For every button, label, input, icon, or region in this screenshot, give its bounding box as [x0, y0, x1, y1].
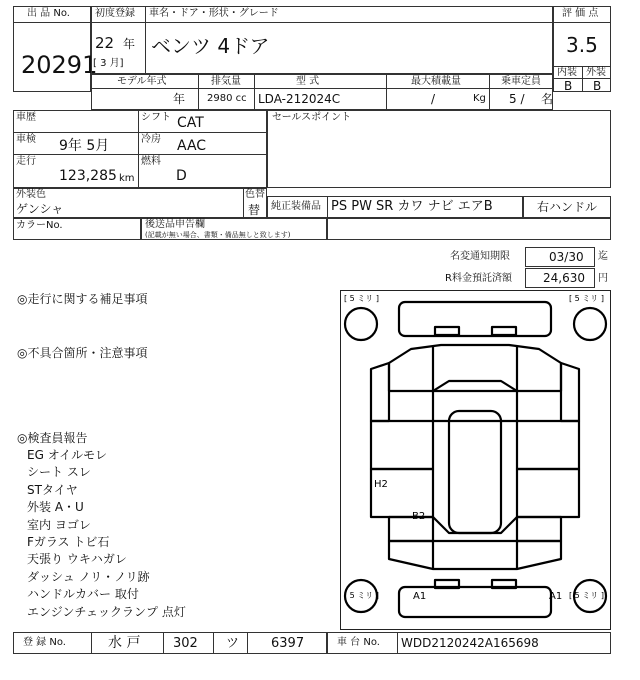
inspector-item: シート スレ	[27, 465, 91, 480]
inspection-value: 9年 5月	[59, 138, 110, 154]
color-change-label: 色替	[245, 189, 265, 200]
inspection-label: 車検	[16, 134, 36, 145]
driving-title: ◎走行に関する補足事項	[17, 292, 148, 306]
mileage-label: 走行	[16, 156, 36, 167]
reg-kana: ツ	[226, 636, 240, 651]
aftermarket-label: 後送品申告欄	[145, 219, 205, 230]
name-change: 03/30	[549, 250, 584, 264]
mark-b2: B2	[412, 511, 426, 522]
equipment-label: 純正装備品	[271, 201, 321, 212]
ac-label: 冷房	[141, 134, 161, 145]
auction-sheet	[13, 6, 611, 670]
car-name-label: 車名・ドア・形状・グレード	[149, 8, 279, 19]
fuel-value: D	[176, 168, 187, 184]
car-diagram	[340, 290, 611, 630]
mark-a1-left: A1	[413, 591, 427, 602]
displacement: 2980 cc	[207, 93, 247, 104]
model-year-label: モデル年式	[117, 76, 167, 87]
shift-value: CAT	[177, 115, 204, 131]
interior-label: 内装	[557, 67, 577, 78]
shift-label: シフト	[141, 112, 171, 123]
inspector-item: EG オイルモレ	[27, 448, 108, 462]
equipment: PS PW SR カワ ナビ エアB	[331, 199, 493, 214]
mark-h2: H2	[374, 479, 388, 490]
type: LDA-212024C	[258, 92, 341, 106]
ext-color-label: 外装色	[16, 189, 46, 200]
inspector-item: Fガラス トビ石	[27, 534, 110, 549]
displacement-label: 排気量	[211, 76, 241, 87]
max-load-label: 最大積載量	[411, 76, 461, 87]
tire-top-right: [ 5 ミリ ]	[569, 294, 604, 303]
interior-grade: B	[564, 79, 573, 93]
aftermarket-extra	[327, 218, 611, 240]
car-name: ベンツ 4ドア	[151, 34, 270, 58]
reg-class: 302	[173, 636, 198, 651]
chassis: WDD2120242A165698	[401, 636, 539, 650]
car-outline	[341, 291, 610, 629]
ext-color: ゲンシャ	[16, 202, 64, 216]
history-label: 車歴	[16, 112, 36, 123]
tire-top-left: [ 5 ミリ ]	[344, 294, 379, 303]
inspector-title: ◎検査員報告	[17, 431, 88, 445]
color-no-label: カラーNo.	[16, 220, 63, 231]
rating-label: 評 価 点	[562, 8, 599, 19]
mileage-unit: km	[119, 173, 135, 184]
exterior-label: 外装	[586, 67, 606, 78]
model-year-unit: 年	[173, 92, 186, 106]
max-load: /	[431, 92, 436, 106]
year-unit: 年	[123, 37, 136, 51]
mark-a1-right: A1	[549, 591, 563, 602]
inspector-item: STタイヤ	[27, 482, 78, 497]
fuel-label: 燃料	[141, 156, 161, 167]
recycle: 24,630	[543, 271, 585, 285]
exterior-grade: B	[593, 79, 602, 93]
color-change: 替	[248, 203, 261, 217]
inspector-item: エンジンチェックランプ 点灯	[27, 604, 186, 619]
name-change-label: 名変通知期限	[450, 251, 510, 262]
max-load-unit: Kg	[473, 93, 486, 104]
aftermarket-note: (記載が無い場合、書類・備品無しと致します)	[145, 231, 291, 239]
sales-points-label: セールスポイント	[272, 112, 352, 123]
name-change-suffix: 迄	[598, 251, 608, 262]
steering: 右ハンドル	[537, 200, 598, 214]
inspector-item: ハンドルカバー 取付	[27, 587, 139, 602]
month-value: [ 3 月]	[93, 58, 124, 69]
defects-title: ◎不具合箇所・注意事項	[17, 346, 148, 360]
year-value: 22	[95, 34, 115, 52]
type-label: 型 式	[296, 76, 320, 87]
inspector-item: ダッシュ ノリ・ノリ跡	[27, 569, 150, 584]
ac-value: AAC	[177, 138, 207, 154]
tire-bottom-right: [ 5 ミリ ]	[569, 591, 604, 600]
details-box	[13, 110, 267, 188]
reg-area: 水 戸	[108, 635, 141, 651]
inspector-item: 室内 ヨゴレ	[27, 517, 91, 532]
rating-value: 3.5	[566, 33, 598, 57]
inspector-item: 天張り ウキハガレ	[27, 552, 127, 567]
first-reg-label: 初度登録	[95, 8, 135, 19]
lot-number: 20291	[21, 51, 98, 79]
reg-label: 登 録 No.	[23, 637, 66, 648]
inspector-item: 外装 A・U	[27, 500, 84, 515]
inspector-report-list	[27, 447, 327, 621]
recycle-suffix: 円	[598, 273, 608, 284]
capacity-unit: 名	[541, 92, 554, 106]
recycle-label: R料金預託済額	[445, 273, 512, 284]
chassis-label: 車 台 No.	[337, 637, 380, 648]
mileage-value: 123,285	[59, 168, 117, 184]
capacity: 5 /	[509, 92, 525, 106]
reg-number: 6397	[271, 636, 305, 651]
capacity-label: 乗車定員	[501, 76, 541, 87]
lot-label: 出 品 No.	[27, 8, 70, 19]
tire-bottom-left: [ 5 ミリ ]	[344, 591, 379, 600]
